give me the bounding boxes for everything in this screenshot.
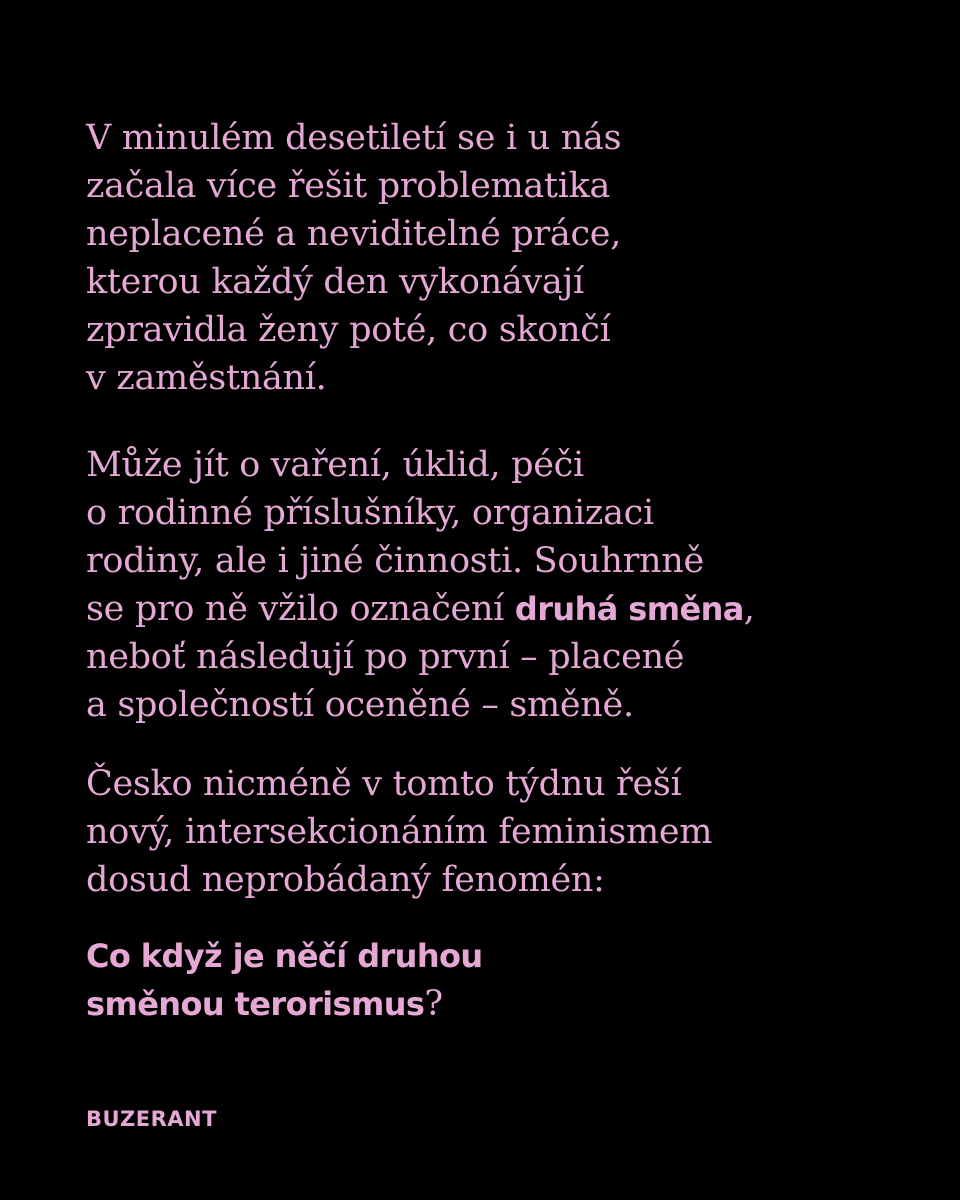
paragraph-intro: [86, 114, 866, 402]
text-line: kterou každý den vykonávají: [86, 262, 584, 302]
question-line: [86, 980, 866, 1028]
text-line: a společností oceněné – směně.: [86, 685, 634, 725]
paragraph-second-shift: [86, 441, 866, 729]
emphasis-druha-smena: druhá směna: [514, 590, 744, 628]
paragraph-phenomenon: [86, 760, 866, 904]
text-line: o rodinné příslušníky, organizaci: [86, 493, 654, 533]
text-line: zpravidla ženy poté, co skončí: [86, 310, 611, 350]
text-line: rodiny, ale i jiné činnosti. Souhrnně: [86, 541, 704, 581]
text-line: dosud neprobádaný fenomén:: [86, 860, 605, 900]
question-mark: ?: [424, 984, 443, 1024]
text-segment: ,: [743, 589, 755, 629]
closing-question: [86, 932, 866, 1028]
text-line: neplacené a neviditelné práce,: [86, 214, 622, 254]
text-line: začala více řešit problematika: [86, 166, 611, 206]
buzerant-logo: BUZERANT: [86, 1107, 217, 1131]
text-line: nový, intersekcionáním feminismem: [86, 812, 713, 852]
emphasis-terorismus: směnou terorismus: [86, 985, 425, 1023]
text-line: V minulém desetiletí se i u nás: [86, 118, 622, 158]
text-line: Česko nicméně v tomto týdnu řeší: [86, 764, 682, 804]
text-line-with-emphasis: [86, 585, 866, 633]
text-line: v zaměstnání.: [86, 358, 327, 398]
text-line: neboť následují po první – placené: [86, 637, 685, 677]
text-segment: se pro ně vžilo označení: [86, 589, 515, 629]
question-line: Co když je něčí druhou: [86, 937, 483, 975]
text-line: Může jít o vaření, úklid, péči: [86, 445, 584, 485]
